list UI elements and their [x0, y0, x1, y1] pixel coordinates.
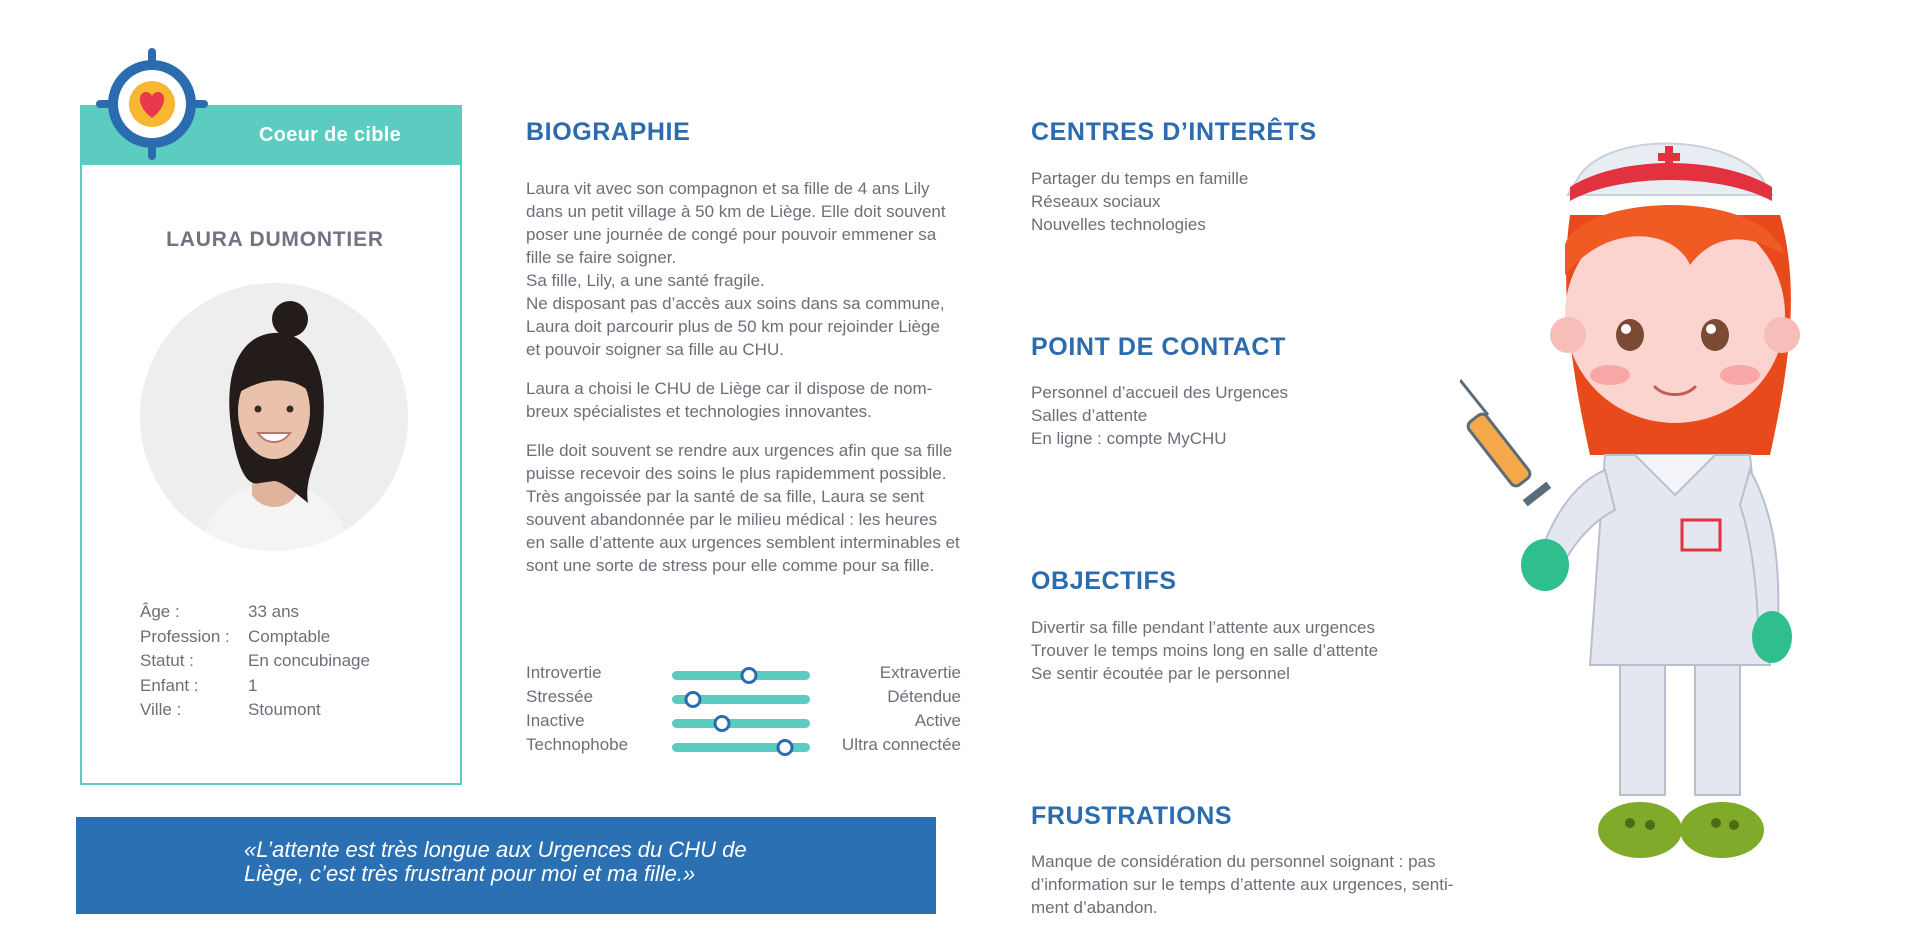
info-row: [140, 649, 370, 674]
contact-list: [1031, 381, 1288, 450]
biography-paragraph: [526, 177, 996, 361]
biography-title: BIOGRAPHIE: [526, 118, 691, 146]
list-item: ment d’abandon.: [1031, 898, 1158, 917]
info-value: Stoumont: [248, 700, 321, 719]
biography-paragraph: [526, 377, 996, 423]
list-item: Divertir sa fille pendant l’attente aux urgences: [1031, 618, 1375, 637]
quote-line: Liège, c’est très frustrant pour moi et ma fille.»: [244, 861, 696, 886]
list-item: Salles d’attente: [1031, 406, 1148, 425]
info-label: Âge :: [140, 602, 180, 621]
trait-slider: [526, 687, 961, 711]
contact-title: POINT DE CONTACT: [1031, 333, 1286, 361]
persona-photo: [140, 283, 408, 551]
trait-left-label: Inactive: [526, 711, 585, 730]
list-item: Manque de considération du personnel soignant : pas: [1031, 852, 1436, 871]
text-line: fille se faire soigner.: [526, 248, 677, 267]
list-item: En ligne : compte MyCHU: [1031, 429, 1227, 448]
text-line: en salle d’attente aux urgences semblent interminables et: [526, 533, 960, 552]
trait-right-label: Extravertie: [879, 663, 961, 682]
text-line: souvent abandonnée par le milieu médical : les heures: [526, 510, 938, 529]
text-line: breux spécialistes et technologies innovantes.: [526, 402, 872, 421]
interests-list: [1031, 167, 1248, 236]
quote-line: «L’attente est très longue aux Urgences du CHU de: [244, 837, 747, 862]
text-line: Laura a choisi le CHU de Liège car il dispose de nom-: [526, 379, 933, 398]
list-item: Personnel d’accueil des Urgences: [1031, 383, 1289, 402]
info-value: Comptable: [248, 626, 331, 646]
slider-knob: [684, 691, 701, 708]
goals-title: OBJECTIFS: [1031, 567, 1177, 595]
interests-title: CENTRES D’INTERÊTS: [1031, 118, 1317, 146]
info-value: 33 ans: [248, 602, 300, 621]
persona-info-table: [140, 600, 370, 723]
persona-name: LAURA DUMONTIER: [166, 228, 384, 251]
goals-list: [1031, 616, 1378, 685]
info-label: Statut :: [140, 651, 194, 670]
trait-left-label: Technophobe: [526, 735, 629, 754]
list-item: Se sentir écoutée par le personnel: [1031, 664, 1290, 683]
slider-knob: [713, 715, 730, 732]
slider-track: [672, 671, 810, 680]
trait-right-label: Ultra connectée: [841, 735, 961, 754]
trait-slider: [526, 711, 961, 735]
text-line: Elle doit souvent se rendre aux urgences afin que sa fille: [526, 441, 953, 460]
info-row: [140, 698, 370, 723]
info-value: En concubinage: [248, 651, 370, 670]
info-row: [140, 625, 370, 650]
target-heart-icon: [96, 48, 208, 160]
frustrations-title: FRUSTRATIONS: [1031, 802, 1233, 830]
info-label: Enfant :: [140, 675, 199, 695]
text-line: sont une sorte de stress pour elle comme pour sa fille.: [526, 556, 935, 575]
text-line: dans un petit village à 50 km de Liège. Elle doit souvent: [526, 202, 946, 221]
slider-track: [672, 719, 810, 728]
slider-track: [672, 743, 810, 752]
list-item: d’information sur le temps d’attente aux urgences, senti-: [1031, 875, 1454, 894]
trait-left-label: Introvertie: [526, 663, 602, 682]
slider-track: [672, 695, 810, 704]
trait-right-label: Détendue: [887, 687, 961, 706]
biography-paragraph: [526, 439, 996, 577]
trait-slider: [526, 735, 961, 759]
card-header-label: Coeur de cible: [258, 124, 401, 146]
list-item: Trouver le temps moins long en salle d’attente: [1031, 641, 1379, 660]
persona-quote: [244, 838, 884, 886]
slider-knob: [777, 739, 794, 756]
text-line: poser une journée de congé pour pouvoir emmener sa: [526, 225, 937, 244]
biography-text: [526, 177, 996, 577]
list-item: Réseaux sociaux: [1031, 192, 1161, 211]
text-line: puisse recevoir des soins le plus rapidemment possible.: [526, 464, 947, 483]
info-value: 1: [248, 675, 258, 695]
info-label: Profession :: [140, 626, 230, 646]
list-item: Partager du temps en famille: [1031, 169, 1249, 188]
nurse-illustration: [1460, 125, 1840, 875]
info-row: [140, 600, 370, 625]
text-line: et pouvoir soigner sa fille au CHU.: [526, 340, 784, 359]
frustrations-list: [1031, 850, 1453, 919]
text-line: Laura vit avec son compagnon et sa fille de 4 ans Lily: [526, 179, 930, 198]
text-line: Très angoissée par la santé de sa fille, Laura se sent: [526, 487, 925, 506]
trait-left-label: Stressée: [526, 687, 594, 706]
trait-right-label: Active: [914, 711, 961, 730]
trait-slider: [526, 663, 961, 687]
info-label: Ville :: [140, 700, 182, 719]
text-line: Sa fille, Lily, a une santé fragile.: [526, 271, 765, 290]
list-item: Nouvelles technologies: [1031, 215, 1206, 234]
info-row: [140, 674, 370, 699]
text-line: Laura doit parcourir plus de 50 km pour rejoinder Liège: [526, 317, 940, 336]
slider-knob: [741, 667, 758, 684]
text-line: Ne disposant pas d’accès aux soins dans sa commune,: [526, 294, 945, 313]
